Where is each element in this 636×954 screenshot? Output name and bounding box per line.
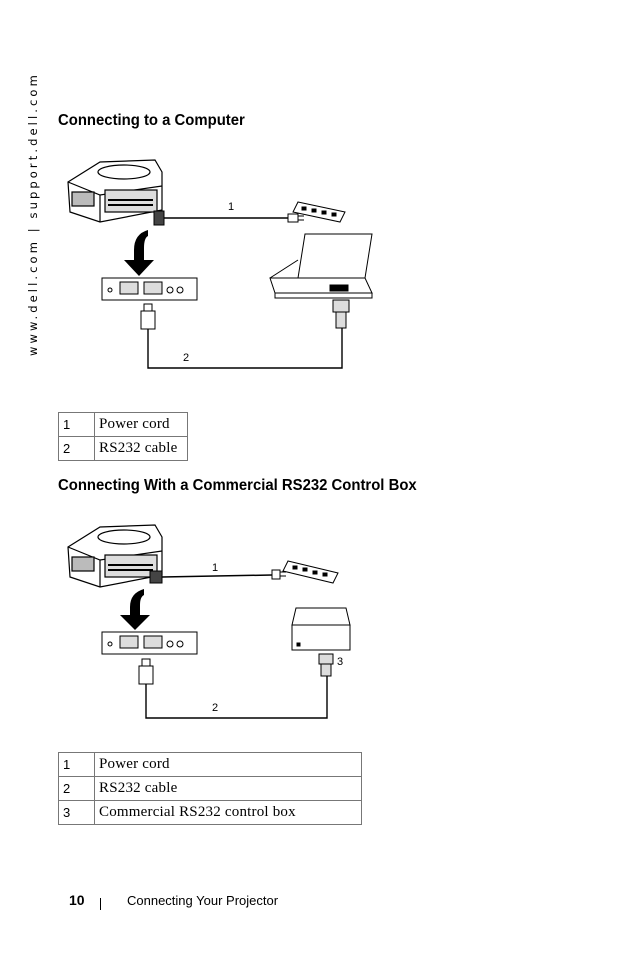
section1-heading: Connecting to a Computer (58, 112, 245, 129)
footer-divider (100, 898, 101, 910)
legend-number: 1 (59, 753, 95, 777)
down-arrow-icon (120, 589, 150, 630)
legend-text: RS232 cable (95, 437, 188, 461)
table-row (59, 413, 188, 437)
page-number: 10 (69, 892, 85, 908)
section2-legend-table (58, 752, 362, 825)
projector-illustration (68, 525, 162, 587)
sidebar-url: www.dell.com | support.dell.com (26, 72, 40, 356)
rs232-connector-icon (139, 659, 327, 718)
rs232-connector-icon (141, 304, 342, 368)
control-box-illustration (292, 608, 350, 650)
legend-number: 2 (59, 777, 95, 801)
legend-text: Power cord (95, 413, 188, 437)
control-box-connection-diagram (60, 515, 380, 725)
rs232-connector-icon (333, 300, 349, 328)
callout-1: 1 (212, 562, 219, 574)
legend-text: RS232 cable (95, 777, 362, 801)
legend-number: 1 (59, 413, 95, 437)
laptop-illustration (270, 234, 372, 298)
section1-legend-table (58, 412, 188, 461)
legend-text: Power cord (95, 753, 362, 777)
projector-illustration (68, 160, 162, 222)
callout-1: 1 (228, 201, 235, 213)
power-plug-icon (154, 211, 304, 225)
callout-3: 3 (337, 656, 344, 668)
rs232-connector-icon (319, 654, 333, 676)
power-strip-icon (293, 202, 345, 222)
projector-rear-panel (102, 632, 197, 654)
table-row (59, 777, 362, 801)
callout-2: 2 (183, 352, 190, 364)
footer-chapter-title: Connecting Your Projector (127, 893, 279, 908)
legend-number: 2 (59, 437, 95, 461)
legend-text: Commercial RS232 control box (95, 801, 362, 825)
down-arrow-icon (124, 230, 154, 276)
computer-connection-diagram (60, 150, 400, 380)
table-row (59, 437, 188, 461)
table-row (59, 753, 362, 777)
section2-heading: Connecting With a Commercial RS232 Control Box (58, 477, 417, 494)
table-row (59, 801, 362, 825)
power-strip-icon (283, 561, 338, 583)
legend-number: 3 (59, 801, 95, 825)
callout-2: 2 (212, 702, 219, 714)
projector-rear-panel (102, 278, 197, 300)
